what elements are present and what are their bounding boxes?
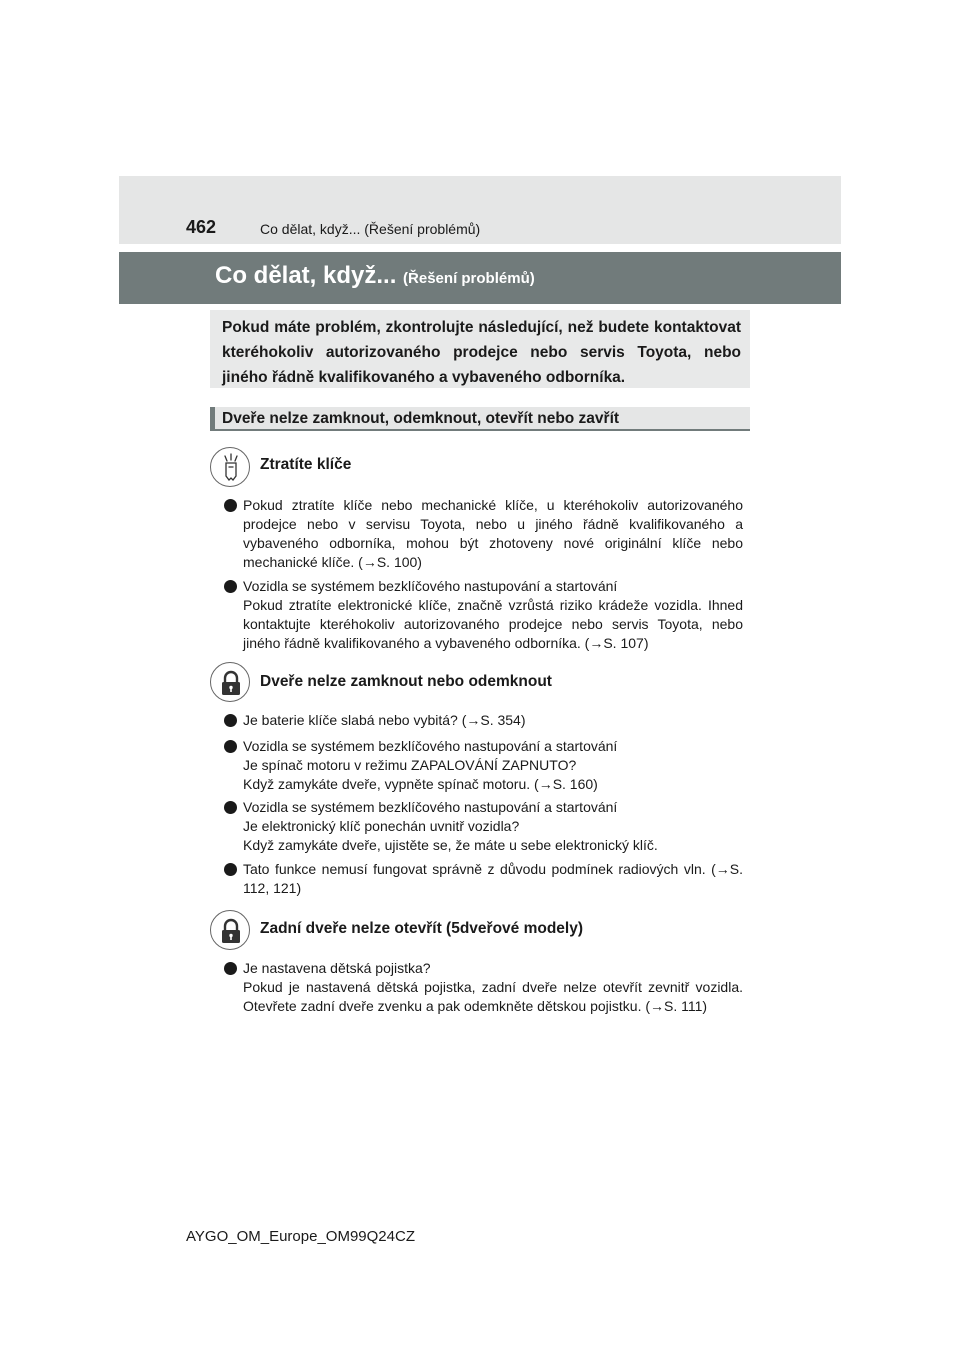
bullet-icon [224,863,237,876]
bullet-icon [224,580,237,593]
bullet-icon [224,740,237,753]
running-title: Co dělat, když... (Řešení problémů) [260,221,481,237]
bullet-icon [224,962,237,975]
lock-icon [210,662,250,702]
intro-text: Pokud máte problém, zkontrolujte následující, než budete kontaktovat kteréhokoliv autorizovaného prodejce nebo servis Toyota, nebo jiného řádně kvalifikovaného a vybaveného odborníka. [222,319,741,386]
section-title: Dveře nelze zamknout, odemknout, otevřít nebo zavřít [222,410,620,427]
item-text: Pokud ztratíte elektronické klíče, značně vzrůstá riziko krádeže vozidla. Ihned kontaktujte kteréhokoliv autorizovaného prodejce nebo servis Toyota, nebo jiného řádně kvalifikovaného a vybaveného odborníka. (→S. 107) [243,597,743,651]
key-icon [210,447,250,487]
bullet-icon [224,714,237,727]
item-text: Tato funkce nemusí fungovat správně z důvodu podmínek radiových vln. (→S. 112, 121) [243,861,743,896]
page-number: 462 [186,217,217,237]
page-title-sub: (Řešení problémů) [403,270,535,287]
list-item [224,711,743,730]
item-text: Je baterie klíče slabá nebo vybitá? (→S. 354) [243,712,526,728]
item-text: Je elektronický klíč ponechán uvnitř vozidla? [243,818,520,834]
list-item [224,737,743,794]
item-text: Pokud je nastavená dětská pojistka, zadní dveře nelze otevřít zevnitř vozidla. Otevřete zadní dveře zvenku a pak odemkněte dětskou pojistku. (→S. 111) [243,979,743,1014]
item-text: Pokud ztratíte klíče nebo mechanické klíče, u kteréhokoliv autorizovaného prodejce nebo v servisu Toyota, nebo u jiného řádně kvalifikovaného a vybaveného odborníka, mohou být zhotoveny nové originální klíče nebo mechanické klíče. (→S. 100) [243,497,743,570]
item-text: Je spínač motoru v režimu ZAPALOVÁNÍ ZAPNUTO? [243,757,577,773]
list-item [224,496,743,572]
item-text: Když zamykáte dveře, vypněte spínač motoru. (→S. 160) [243,776,598,792]
page-title [215,262,535,290]
item-text: Když zamykáte dveře, ujistěte se, že máte u sebe elektronický klíč. [243,837,658,853]
item-text: Vozidla se systémem bezklíčového nastupování a startování [243,738,618,754]
subsection-title: Dveře nelze zamknout nebo odemknout [260,673,552,690]
list-item [224,577,743,653]
bullet-icon [224,499,237,512]
footer-code: AYGO_OM_Europe_OM99Q24CZ [186,1228,415,1245]
subsection-title: Ztratíte klíče [260,456,352,473]
list-item [224,860,743,898]
item-text: Vozidla se systémem bezklíčového nastupování a startování [243,799,618,815]
bullet-icon [224,801,237,814]
item-text: Vozidla se systémem bezklíčového nastupování a startování [243,578,618,594]
subsection-title: Zadní dveře nelze otevřít (5dveřové modely) [260,920,584,937]
lock-icon [210,910,250,950]
item-text: Je nastavena dětská pojistka? [243,960,431,976]
list-item [224,959,743,1016]
list-item [224,798,743,855]
page-title-main: Co dělat, když... [215,262,397,289]
